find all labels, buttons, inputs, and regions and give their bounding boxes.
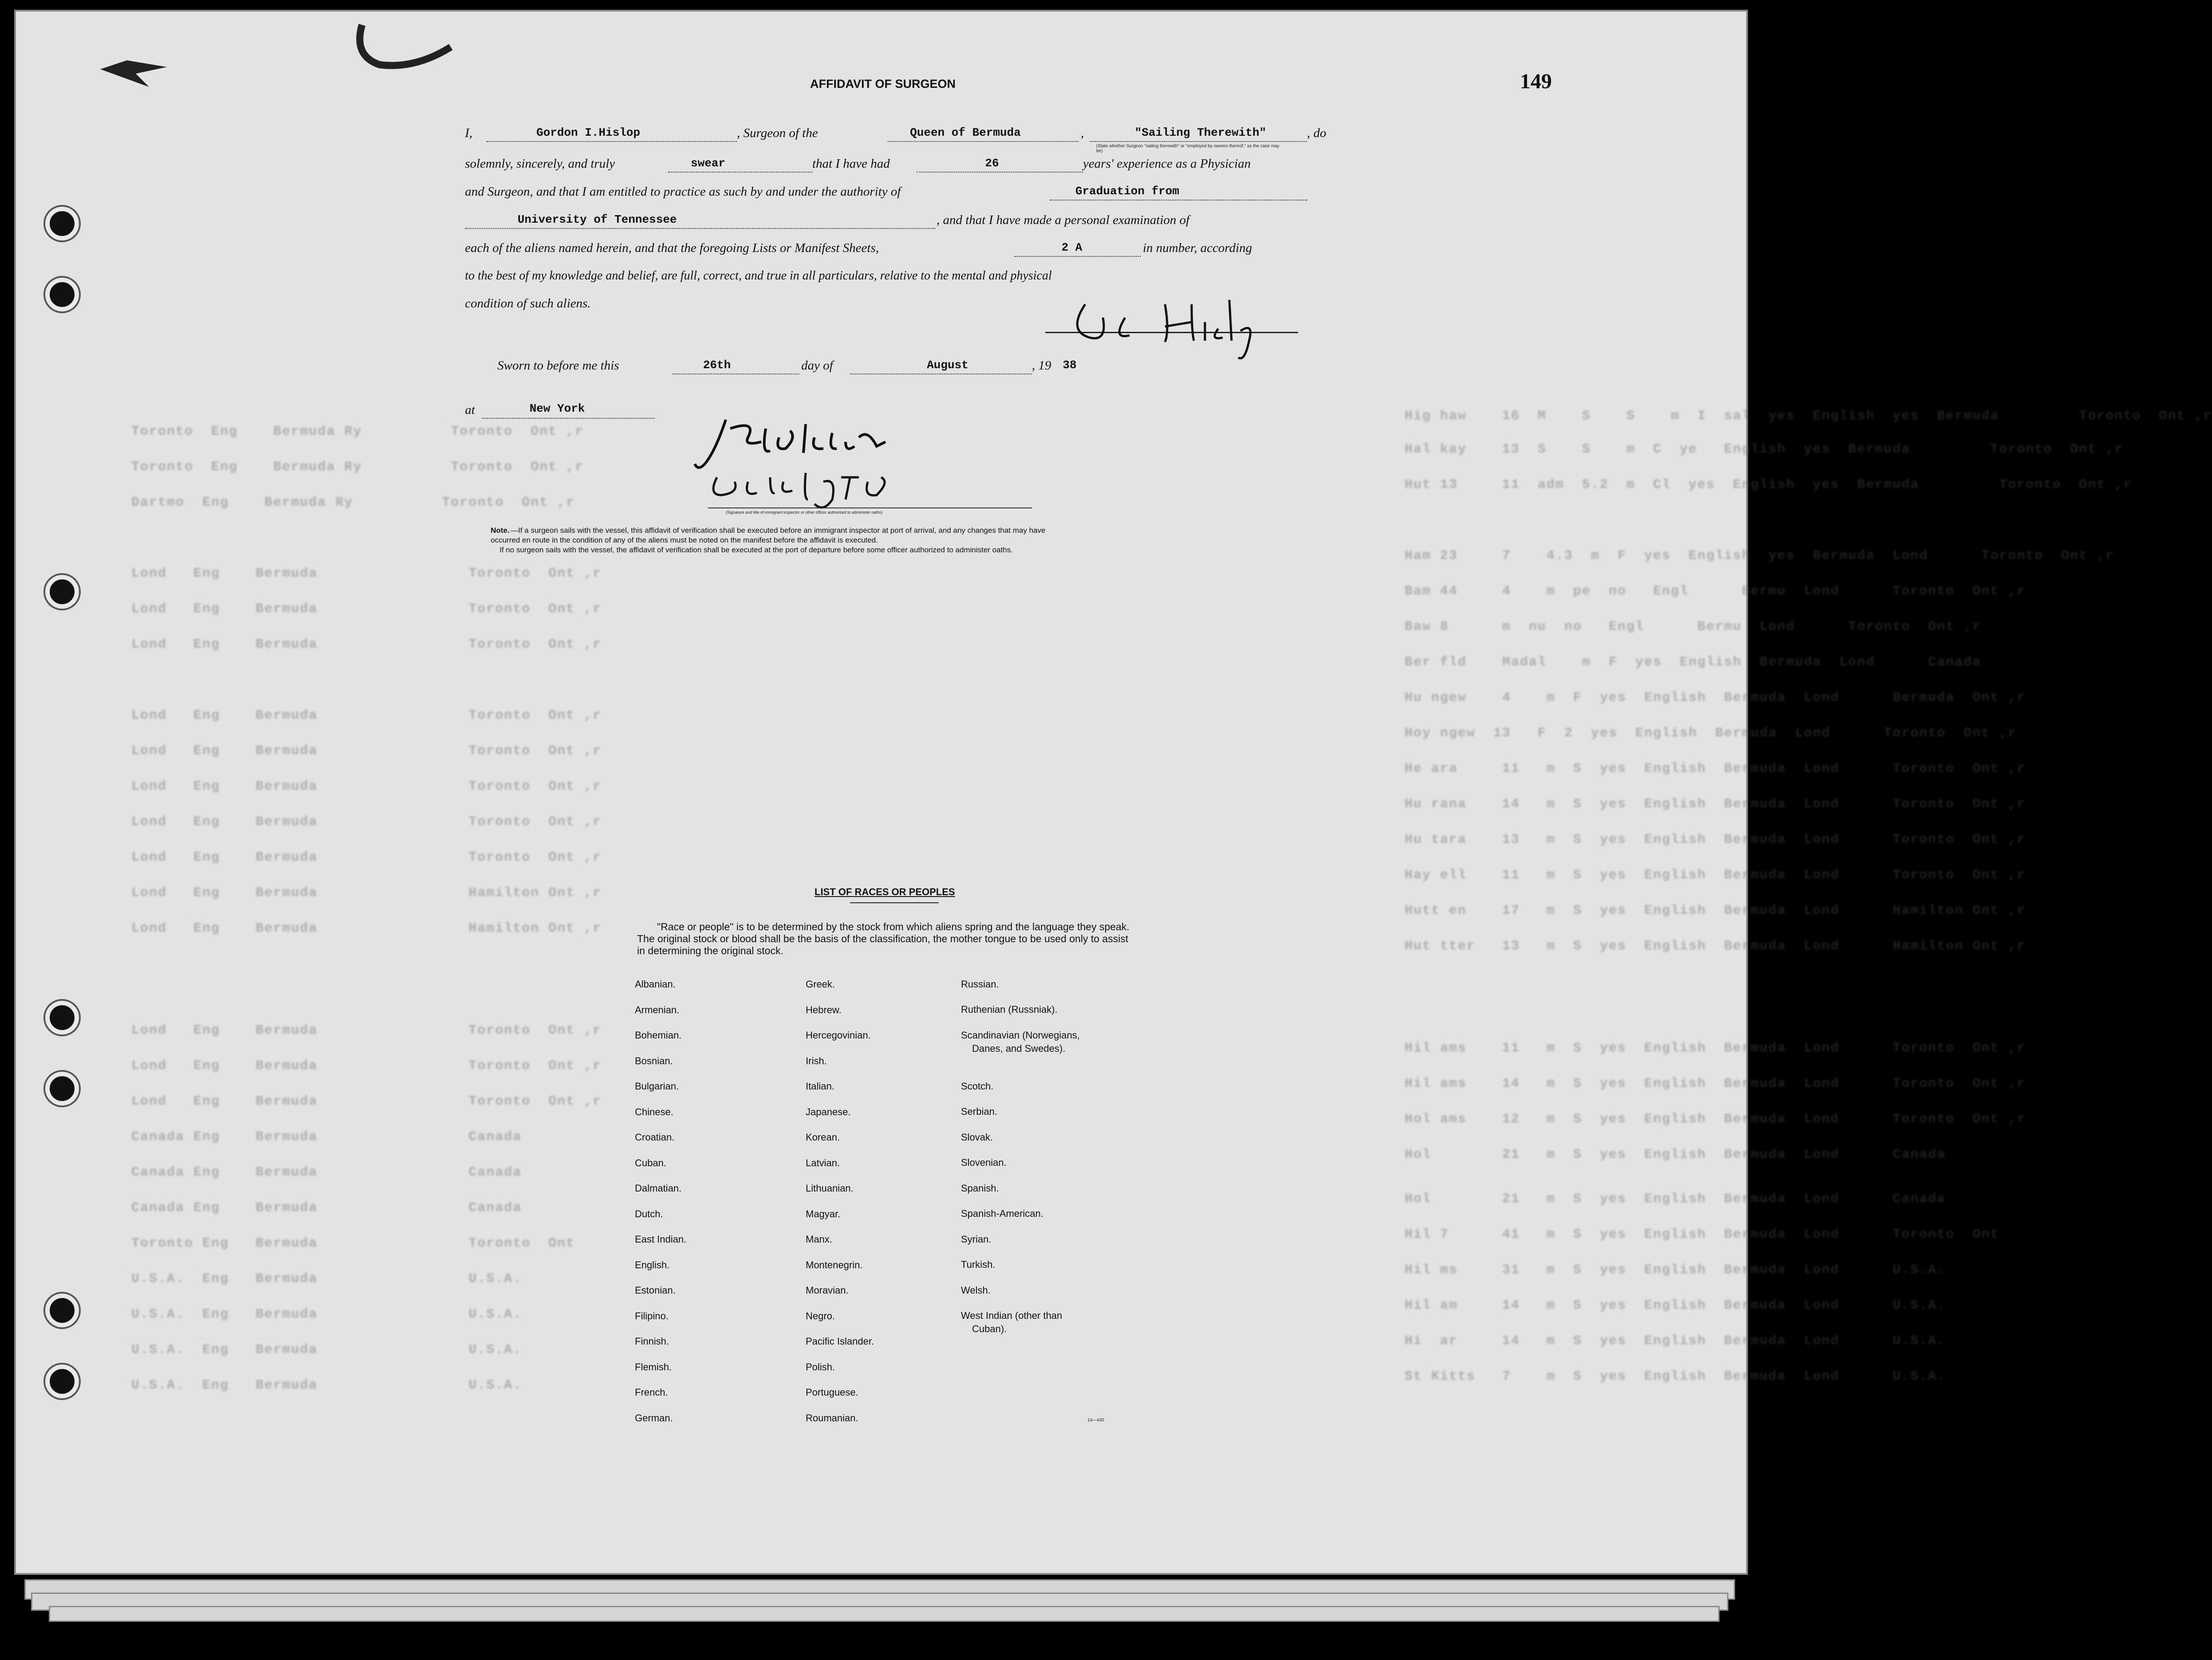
affidavit-text: , do	[1307, 126, 1326, 140]
surgeon-name-field: Gordon I.Hislop	[536, 126, 641, 139]
race-item: Croatian.	[635, 1132, 675, 1143]
bleed-through-text: Hig haw 16 M S S m I sal yes English yes Bermuda Toronto Ont ,r	[1405, 409, 2212, 424]
races-definition: "Race or people" is to be determined by the stock from which aliens spring and the language they speak. The original stock or blood shall be the basis of the classification, the mother tongue to be used only to assist in determining the original stock.	[637, 921, 1130, 956]
race-item: Bosnian.	[635, 1055, 673, 1066]
oath-type-field: swear	[690, 157, 725, 170]
race-item: Welsh.	[961, 1285, 991, 1296]
bleed-through-text: Toronto Eng Bermuda Ry Toronto Ont ,r	[131, 424, 584, 439]
punch-hole	[45, 1001, 79, 1035]
race-item: English.	[635, 1259, 670, 1271]
surgeon-signature	[1059, 291, 1289, 362]
note-text-line2: occurred en route in the condition of any of the aliens must be noted on the manifest before the affidavit is executed.	[491, 536, 878, 544]
race-item: Albanian.	[635, 979, 676, 990]
bleed-through-text: Lond Eng Bermuda Toronto Ont ,r	[131, 1094, 602, 1109]
bleed-through-text: Ham 23 7 4.3 m F yes English yes Bermuda Lond Toronto Ont ,r	[1405, 548, 2115, 563]
bleed-through-text: Hut 13 11 adm 5.2 m Cl yes English yes Bermuda Toronto Ont ,r	[1405, 477, 2133, 492]
race-item: Montenegrin.	[806, 1259, 863, 1271]
bleed-through-text: U.S.A. Eng Bermuda U.S.A.	[131, 1271, 522, 1286]
bleed-through-text: Lond Eng Bermuda Toronto Ont ,r	[131, 637, 602, 652]
race-item: Estonian.	[635, 1285, 676, 1296]
signature-line	[708, 507, 1032, 508]
race-item: Negro.	[806, 1310, 835, 1322]
affidavit-text: to the best of my knowledge and belief, are full, correct, and true in all particulars, relative to the mental and physical	[465, 269, 1052, 283]
bleed-through-text: U.S.A. Eng Bermuda U.S.A.	[131, 1378, 522, 1393]
bleed-through-text: Hutt en 17 m S yes English Bermuda Lond Hamilton Ont ,r	[1405, 903, 2026, 918]
bleed-through-text: U.S.A. Eng Bermuda U.S.A.	[131, 1342, 522, 1357]
punch-hole	[45, 1365, 79, 1398]
heading-rule	[850, 902, 939, 903]
race-item: Bulgarian.	[635, 1081, 679, 1092]
affidavit-text: , and that I have made a personal examination of	[937, 213, 1190, 227]
fill-line	[1014, 256, 1141, 257]
race-item: Scandinavian (Norwegians,	[961, 1030, 1080, 1041]
bleed-through-text: Toronto Eng Bermuda Ry Toronto Ont ,r	[131, 460, 584, 475]
bleed-through-text: Lond Eng Bermuda Toronto Ont ,r	[131, 850, 602, 865]
race-item: Scotch.	[961, 1081, 994, 1092]
fill-line	[917, 172, 1083, 173]
bleed-through-text: Hil ms 31 m S yes English Bermuda Lond U.S.A.	[1405, 1263, 1946, 1278]
affidavit-text: I,	[465, 126, 472, 140]
fill-line	[1050, 200, 1307, 201]
bleed-through-text: Lond Eng Bermuda Toronto Ont ,r	[131, 602, 602, 617]
race-item: Finnish.	[635, 1336, 669, 1347]
pen-mark	[96, 43, 176, 96]
fill-line	[482, 418, 655, 419]
bleed-through-text: Hoy ngew 13 F 2 yes English Bermuda Lond Toronto Ont ,r	[1405, 726, 2017, 741]
bleed-through-text: St Kitts 7 m S yes English Bermuda Lond U.S.A.	[1405, 1369, 1946, 1384]
race-item: Roumanian.	[806, 1412, 858, 1424]
race-item: Greek.	[806, 979, 835, 990]
authority-field-line2: University of Tennessee	[517, 213, 677, 226]
bleed-through-text: Bam 44 4 m pe no Engl Bermu Lond Toronto Ont ,r	[1405, 584, 2026, 599]
race-item: Filipino.	[635, 1310, 669, 1322]
bleed-through-text: Hol 21 m S yes English Bermuda Lond Canada	[1405, 1192, 1946, 1207]
bleed-through-text: Hay ell 11 m S yes English Bermuda Lond Toronto Ont ,r	[1405, 868, 2026, 883]
note-label: Note.	[491, 526, 510, 535]
affidavit-text: ,	[1081, 126, 1084, 140]
race-item: Armenian.	[635, 1004, 680, 1015]
punch-hole	[45, 207, 79, 240]
bleed-through-text: Hu ngew 4 m F yes English Bermuda Lond Bermuda Ont ,r	[1405, 690, 2026, 705]
manifest-sheets-field: 2 A	[1061, 241, 1082, 254]
race-item: Irish.	[806, 1055, 827, 1066]
race-item: Slovak.	[961, 1132, 993, 1143]
bleed-through-text: Hil ams 14 m S yes English Bermuda Lond Toronto Ont ,r	[1405, 1076, 2026, 1091]
race-item: Danes, and Swedes).	[972, 1043, 1066, 1054]
bleed-through-text: Lond Eng Bermuda Toronto Ont ,r	[131, 708, 602, 723]
race-item: Portuguese.	[806, 1387, 858, 1398]
affidavit-text: solemnly, sincerely, and truly	[465, 157, 615, 171]
race-item: Cuban.	[635, 1157, 666, 1168]
race-item: Dutch.	[635, 1208, 663, 1219]
race-item: Serbian.	[961, 1106, 997, 1117]
fill-line	[1090, 141, 1307, 142]
affidavit-text: day of	[801, 358, 833, 373]
bleed-through-text: Canada Eng Bermuda Canada	[131, 1165, 522, 1180]
bleed-through-text: Toronto Eng Bermuda Toronto Ont	[131, 1236, 575, 1251]
race-item: Magyar.	[806, 1208, 841, 1219]
race-item: Flemish.	[635, 1361, 672, 1373]
bleed-through-text: Hol 21 m S yes English Bermuda Lond Canada	[1405, 1147, 1946, 1162]
affidavit-text: , Surgeon of the	[737, 126, 818, 140]
race-item: Italian.	[806, 1081, 834, 1092]
affidavit-text: at	[465, 403, 475, 417]
race-item: Russian.	[961, 979, 999, 990]
affidavit-text: and Surgeon, and that I am entitled to practice as such by and under the authority of	[465, 185, 901, 199]
sworn-month-field: August	[927, 358, 968, 372]
sworn-year-field: 38	[1063, 358, 1077, 372]
race-item: East Indian.	[635, 1234, 687, 1245]
affidavit-text: condition of such aliens.	[465, 296, 591, 311]
bleed-through-text: He ara 11 m S yes English Bermuda Lond Toronto Ont ,r	[1405, 761, 2026, 776]
race-item: Hebrew.	[806, 1004, 842, 1015]
race-item: Ruthenian (Russniak).	[961, 1004, 1058, 1015]
affidavit-title: AFFIDAVIT OF SURGEON	[810, 77, 956, 90]
race-item: Cuban).	[972, 1323, 1007, 1334]
race-item: German.	[635, 1412, 673, 1424]
race-item: Chinese.	[635, 1106, 673, 1117]
underlying-page-edge	[49, 1606, 1720, 1622]
bleed-through-text: U.S.A. Eng Bermuda U.S.A.	[131, 1307, 522, 1322]
bleed-through-text: Hol ams 12 m S yes English Bermuda Lond Toronto Ont ,r	[1405, 1112, 2026, 1127]
race-item: Korean.	[806, 1132, 840, 1143]
race-item: Hercegovinian.	[806, 1030, 871, 1041]
pen-mark	[344, 16, 460, 78]
bleed-through-text: Baw 8 m nu no Engl Bermu Lond Toronto Ont ,r	[1405, 619, 1982, 634]
bleed-through-text: Hu rana 14 m S yes English Bermuda Lond Toronto Ont ,r	[1405, 797, 2026, 812]
race-item: West Indian (other than	[961, 1310, 1063, 1321]
punch-hole	[45, 278, 79, 311]
page-number: 149	[1520, 70, 1552, 93]
race-item: Dalmatian.	[635, 1183, 682, 1194]
bleed-through-text: Ber fld Madal m F yes English Bermuda Lond Canada	[1405, 655, 1982, 670]
bleed-through-text: Lond Eng Bermuda Hamilton Ont ,r	[131, 885, 602, 901]
race-item: Moravian.	[806, 1285, 849, 1296]
years-experience-field: 26	[985, 157, 999, 170]
race-item: Latvian.	[806, 1157, 840, 1168]
affidavit-text: that I have had	[812, 157, 890, 171]
capacity-instruction: (State whether Surgeon "sailing therewith" or "employed by owners thereof," as the case may be)	[1096, 144, 1279, 153]
race-item: Bohemian.	[635, 1030, 682, 1041]
bleed-through-text: Lond Eng Bermuda Hamilton Ont ,r	[131, 921, 602, 936]
form-number: 14—430	[1087, 1418, 1104, 1423]
race-item: Lithuanian.	[806, 1183, 854, 1194]
bleed-through-text: Lond Eng Bermuda Toronto Ont ,r	[131, 814, 602, 830]
note-text-line1: —If a surgeon sails with the vessel, this affidavit of verification shall be executed before an immigrant inspector at port of arrival, and any changes that may have	[511, 526, 1046, 535]
affidavit-text: each of the aliens named herein, and that the foregoing Lists or Manifest Sheets,	[465, 241, 879, 255]
affidavit-text: in number, according	[1143, 241, 1252, 255]
bleed-through-text: Canada Eng Bermuda Canada	[131, 1200, 522, 1215]
vessel-name-field: Queen of Bermuda	[910, 126, 1021, 139]
sworn-place-field: New York	[529, 402, 585, 415]
bleed-through-text: Hu tara 13 m S yes English Bermuda Lond Toronto Ont ,r	[1405, 832, 2026, 847]
race-item: Polish.	[806, 1361, 835, 1373]
bleed-through-text: Lond Eng Bermuda Toronto Ont ,r	[131, 1058, 602, 1074]
bleed-through-text: Hil 7 41 m S yes English Bermuda Lond Toronto Ont	[1405, 1227, 1999, 1242]
races-heading: LIST OF RACES OR PEOPLES	[815, 886, 955, 897]
race-item: Pacific Islander.	[806, 1336, 874, 1347]
bleed-through-text: Hut tter 13 m S yes English Bermuda Lond Hamilton Ont ,r	[1405, 939, 2026, 954]
bleed-through-text: Lond Eng Bermuda Toronto Ont ,r	[131, 743, 602, 759]
bleed-through-text: Hil ams 11 m S yes English Bermuda Lond Toronto Ont ,r	[1405, 1041, 2026, 1056]
bleed-through-text: Hil am 14 m S yes English Bermuda Lond U.S.A.	[1405, 1298, 1946, 1313]
race-item: French.	[635, 1387, 668, 1398]
bleed-through-text: Dartmo Eng Bermuda Ry Toronto Ont ,r	[131, 495, 575, 510]
race-item: Turkish.	[961, 1259, 996, 1270]
fill-line	[668, 172, 812, 173]
fill-line	[486, 141, 737, 142]
bleed-through-text: Lond Eng Bermuda Toronto Ont ,r	[131, 779, 602, 794]
authority-field-line1: Graduation from	[1075, 185, 1180, 198]
surgeon-capacity-field: "Sailing Therewith"	[1134, 126, 1267, 139]
sworn-day-field: 26th	[703, 358, 731, 372]
race-item: Spanish.	[961, 1183, 999, 1194]
inspector-signature	[690, 411, 939, 517]
race-item: Syrian.	[961, 1234, 992, 1245]
bleed-through-text: Lond Eng Bermuda Toronto Ont ,r	[131, 1023, 602, 1038]
race-item: Slovenian.	[961, 1157, 1007, 1168]
bleed-through-text: Lond Eng Bermuda Toronto Ont ,r	[131, 566, 602, 581]
punch-hole	[45, 1294, 79, 1327]
fill-line	[465, 228, 935, 229]
bleed-through-text: Canada Eng Bermuda Canada	[131, 1129, 522, 1145]
note-text-line3: If no surgeon sails with the vessel, the affidavit of verification shall be executed at the port of departure before some officer authorized to administer oaths.	[500, 546, 1013, 554]
bleed-through-text: Hal kay 13 S S m C ye English yes Bermuda Toronto Ont ,r	[1405, 442, 2124, 457]
bleed-through-text: Hi ar 14 m S yes English Bermuda Lond U.S.A.	[1405, 1334, 1946, 1349]
fill-line	[888, 141, 1078, 142]
race-item: Japanese.	[806, 1106, 851, 1117]
race-item: Manx.	[806, 1234, 832, 1245]
punch-hole	[45, 1072, 79, 1105]
affidavit-text: , 19	[1032, 358, 1051, 373]
punch-hole	[45, 575, 79, 609]
race-item: Spanish-American.	[961, 1208, 1043, 1219]
affidavit-text: years' experience as a Physician	[1083, 157, 1251, 171]
signature-caption: (Signature and title of immigrant inspector or other officer authorized to administer oaths)	[726, 510, 883, 515]
affidavit-text: Sworn to before me this	[497, 358, 619, 373]
manifest-page	[14, 10, 2212, 1575]
